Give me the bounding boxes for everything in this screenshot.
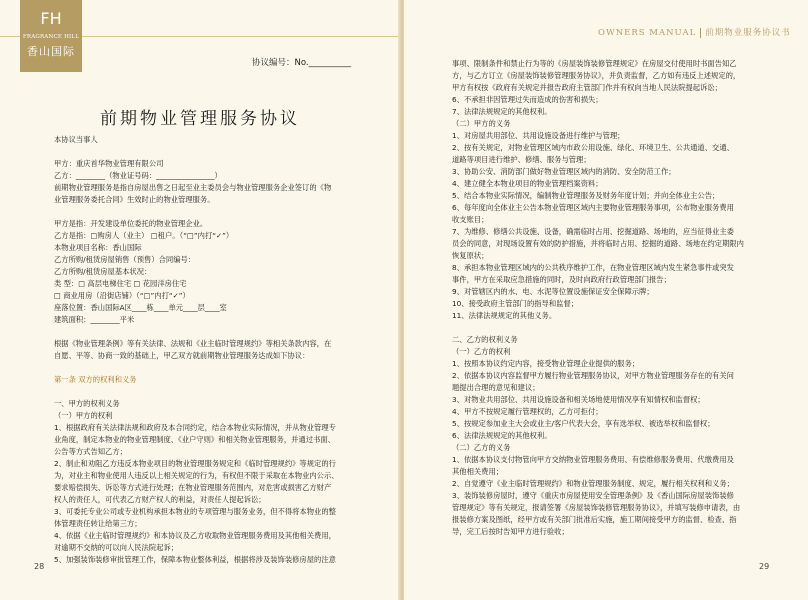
text-line (54, 362, 368, 374)
text-line: 公告等方式告知乙方； (54, 447, 127, 456)
text-line: 甲方是指：开发建设单位委托的物业管理企业。 (54, 219, 208, 228)
text-line: 乙方所购/租赁房屋基本状况： (54, 267, 152, 276)
text-line: 第一条 双方的权利和义务 (54, 375, 137, 384)
text-line: 本物业项目名称：香山国际 (54, 243, 142, 252)
text-line: 报装修方案及图纸，经甲方或有关部门批准后实施，施工期间接受甲方的监督、检查、指 (452, 515, 737, 524)
brand-name-en: FRAGRANCE HILL (22, 34, 80, 40)
right-page (404, 0, 808, 600)
right-body-text (452, 58, 770, 538)
text-line: 管理规定》等有关规定，报请签署《房屋装饰装修管理服务协议》，并填写装修申请表，由 (452, 503, 741, 512)
text-line: 乙方：________（物业证号码：________________） (54, 171, 222, 180)
text-line: □ 商业用房（沿街店铺）（“□”内打“✓”） (54, 291, 190, 300)
text-line: （二）乙方的义务 (452, 443, 511, 452)
header-separator (700, 28, 701, 38)
text-line: 4、建立健全本物业项目的物业管理档案资料； (452, 179, 603, 188)
text-line: 一、甲方的权利义务 (54, 399, 120, 408)
text-line: 方，与乙方订立《房屋装饰装修管理服务协议》，并负责监督，乙方如有违反上述规定的， (452, 71, 741, 80)
text-line: 1、根据政府有关法律法规和政府及本合同约定，结合本物业实际情况，并从物业管理专 (54, 423, 336, 432)
text-line (54, 386, 368, 398)
text-line (54, 326, 368, 338)
text-line: 对逾期不交纳的可以向人民法院起诉； (54, 543, 179, 552)
text-line: 要求赔偿损失、诉讼等方式进行处理；在物业管理服务范围内，对危害或损害乙方财产 (54, 483, 332, 492)
brand-mark: FH (40, 9, 62, 28)
text-line: 乙方是指：□购房人（业主） □租户。（“□”内打“✓”） (54, 231, 234, 240)
text-line: 题提出合理的意见和建议； (452, 383, 540, 392)
text-line: 6、法律法规规定的其他权利。 (452, 431, 552, 440)
text-line: 2、制止和劝阻乙方违反本物业项目的物业管理服务规定和《临时管理规约》等规定的行 (54, 459, 336, 468)
text-line: 8、承担本物业管理区域内的公共秩序维护工作，在物业管理区域内发生紧急事件或突发 (452, 263, 734, 272)
left-body-text (54, 134, 368, 566)
text-line: 自愿、平等、协商一致的基础上，甲乙双方就前期物业管理服务达成如下协议： (54, 351, 310, 360)
text-line: 1、按照本协议约定内容，接受物业管理企业提供的服务； (452, 359, 640, 368)
text-line: 体管理责任转让给第三方； (54, 519, 142, 528)
text-line: 前期物业管理服务是指自房屋出售之日起至业主委员会与物业管理服务企业签订的《物 (54, 183, 332, 192)
text-line: （一）乙方的权利 (452, 347, 511, 356)
text-line: 业角度，制定本物业的物业管理制度、《业户守则》和相关物业管理服务，并通过书面、 (54, 435, 335, 444)
text-line: 9、对管辖区内的水、电、水泥等位置设施保证安全保障示牌； (452, 287, 654, 296)
text-line: 6、每年度向全体业主公告本物业管理区域内主要物业管理服务事项，公布物业服务费用 (452, 203, 734, 212)
text-line: 3、协助公安、消防部门做好物业管理区域内的消防、安全防范工作； (452, 167, 676, 176)
text-line: 甲方有权按《政府有关规定并报告政府主管部门作并有权向当地人民法院提起诉讼； (452, 83, 722, 92)
text-line: 二、乙方的权利义务 (452, 335, 518, 344)
text-line: 恢复原状； (452, 251, 489, 260)
text-line: 权人的责任人，可代表乙方财产权人的利益，对责任人提起诉讼； (54, 495, 266, 504)
text-line: 2、依据本协议内容监督甲方履行物业管理服务协议，对甲方物业管理服务存在的有关问 (452, 371, 734, 380)
text-line: 收支账目； (452, 215, 489, 224)
text-line: 4、依据《业主临时管理规约》和本协议及乙方收取物业管理服务费用及其他相关费用， (54, 531, 336, 540)
text-line: 道路等项目进行维护、修缮、服务与管理； (452, 155, 591, 164)
text-line: 5、加强装饰装修审批管理工作，保障本物业整体利益，根据将涉及装饰装修房屋的注意 (54, 555, 336, 564)
manual-title-cn: 前期物业服务协议书 (705, 28, 791, 38)
text-line: 6、不承担非因管理过失而造成的伤害和损失； (452, 95, 603, 104)
text-line: 业管理服务委托合同》生效时止的物业管理服务。 (54, 195, 215, 204)
text-line: 3、对物业共用部位、共用设施设备和相关场地使用情况享有知情权和监督权； (452, 395, 705, 404)
page-number-right: 29 (759, 562, 770, 571)
text-line: 2、按有关规定，对物业管理区域内市政公用设施、绿化、环境卫生、公共通道、交通、 (452, 143, 734, 152)
text-line: 10、接受政府主管部门的指导和监督； (452, 299, 579, 308)
text-line: 员会的同意，对现场设置有效的防护措施，并将临时占用、挖掘的道路、场地在约定期限内 (452, 239, 744, 248)
text-line (54, 146, 368, 158)
text-line: 为，对业主和物业使用人违反以上相关规定的行为，有权但不限于采取在本物业内公示、 (54, 471, 339, 480)
text-line: 导，完工后按时告知甲方进行验收； (452, 527, 569, 536)
text-line: 5、按规定参加业主大会或业主/客户代表大会，享有选举权、被选举权和监督权； (452, 419, 715, 428)
text-line: 座落位置：香山国际A区____栋____单元____层____室 (54, 303, 227, 312)
manual-header (598, 26, 791, 38)
document-title: 前期物业管理服务协议 (100, 109, 300, 129)
text-line: 7、为维修、修缮公共设施、设备，确需临时占用、挖掘道路、场地的，应当征得业主委 (452, 227, 734, 236)
text-line: 建筑面积：________平米 (54, 315, 135, 324)
text-line: 事件，甲方在采取应急措施的同时，及时向政府行政管理部门报告； (452, 275, 671, 284)
text-line: （一）甲方的权利 (54, 411, 113, 420)
text-line (452, 322, 770, 334)
left-page (0, 0, 400, 600)
text-line: 4、甲方不按规定履行管理权的，乙方可拒付； (452, 407, 603, 416)
text-line: 11、法律法规规定的其他义务。 (452, 311, 557, 320)
text-line: （二）甲方的义务 (452, 119, 511, 128)
page-number-left: 28 (34, 562, 45, 571)
text-line: 乙方所购/租赁房屋销售（预售）合同编号： (54, 255, 196, 264)
text-line: 事项、限制条件和禁止行为等的《房屋装饰装修管理规定》在房屋交付使用时书面告知乙 (452, 59, 737, 68)
brand-name-cn: 香山国际 (27, 45, 75, 58)
text-line: 其他相关费用； (452, 467, 504, 476)
brand-logo (20, 0, 82, 72)
text-line: 根据《物业管理条例》等有关法律、法规和《业主临时管理规约》等相关条款内容，在 (54, 339, 332, 348)
text-line (54, 206, 368, 218)
text-line: 甲方：重庆首华物业管理有限公司 (54, 159, 164, 168)
text-line: 5、结合本物业实际情况，编制物业管理服务及财务年度计划；并向全体业主公告； (452, 191, 720, 200)
text-line: 7、法律法规规定的其他权利。 (452, 107, 552, 116)
text-line: 本协议当事人 (54, 135, 98, 144)
text-line: 3、装饰装修房屋时，遵守《重庆市房屋使用安全管理条例》及《香山国际房屋装饰装修 (452, 491, 734, 500)
agreement-number: 协议编号：No.__________ (252, 58, 352, 68)
text-line: 类 型：□ 高层电梯住宅 □ 花园洋房住宅 (54, 279, 187, 288)
text-line: 3、可委托专业公司或专业机构承担本物业的专项管理与服务业务，但不得将本物业的整 (54, 507, 336, 516)
manual-title-en: OWNERS MANUAL (598, 28, 697, 38)
text-line: 2、自觉遵守《业主临时管理规约》和物业管理服务制度、规定，履行相关权利和义务； (452, 479, 734, 488)
text-line: 1、对房屋共用部位、共用设施设备进行维护与管理； (452, 131, 625, 140)
text-line: 1、依据本协议支付物管向甲方交纳物业管理服务费用、有偿维修服务费用、代缴费用及 (452, 455, 734, 464)
